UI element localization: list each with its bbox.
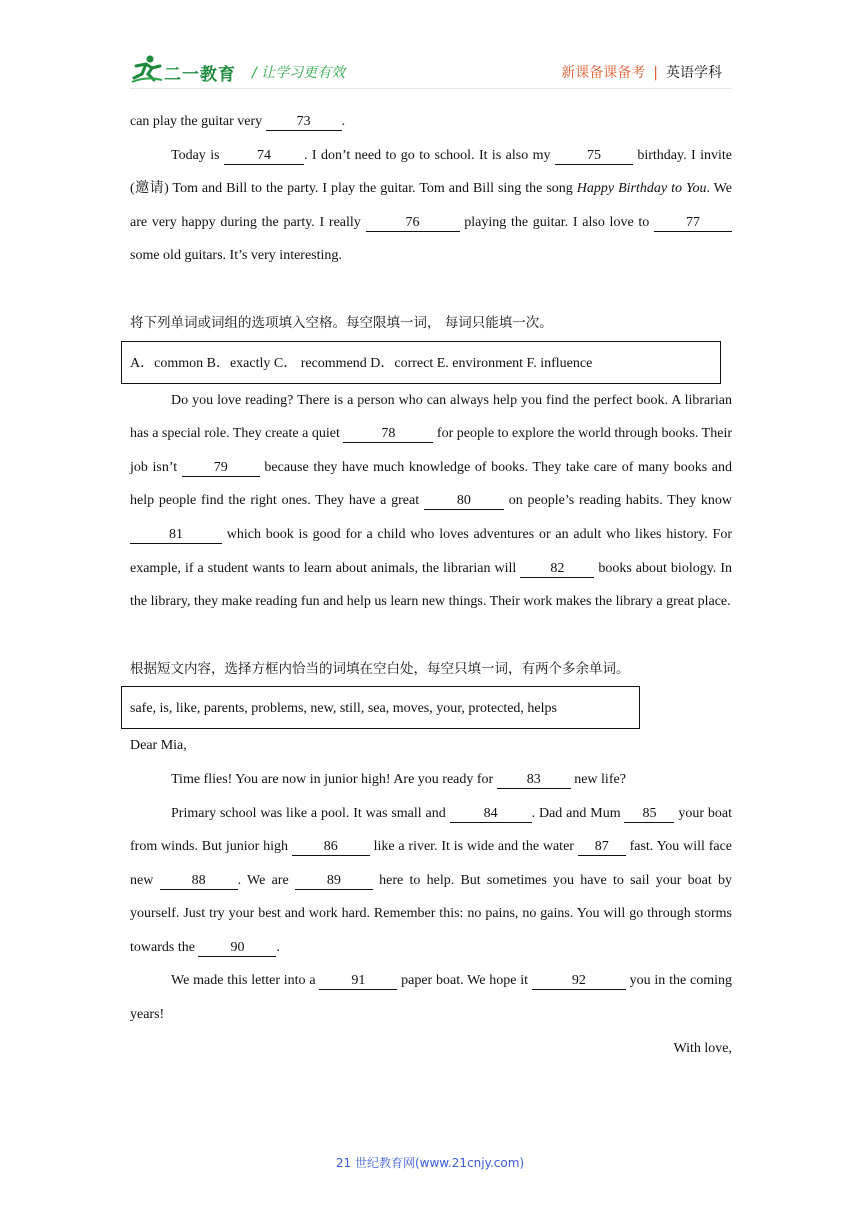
blank-90: 90 [198, 940, 276, 957]
slogan: / 让学习更有效 [252, 65, 346, 81]
word-options-box: A．common B．exactly C． recommend D．correct E. environment F. influence [121, 341, 721, 384]
instruction: 根据短文内容，选择方框内恰当的词填在空白处，每空只填一词，有两个多余单词。 [130, 660, 630, 677]
blank-88: 88 [160, 873, 238, 890]
blank-80: 80 [424, 493, 504, 510]
blank-81: 81 [130, 527, 222, 544]
blank-73: 73 [266, 114, 342, 131]
blank-82: 82 [520, 561, 594, 578]
header-tags [561, 62, 722, 82]
page-header [130, 50, 732, 90]
blank-79: 79 [182, 460, 260, 477]
footer-link[interactable]: 21 世纪教育网(www.21cnjy.com) [335, 1156, 525, 1170]
paragraph: Time flies! You are now in junior high! Are you ready for 83 new life? [171, 771, 626, 787]
runner-logo-icon [130, 54, 164, 84]
course-tag: 新课备课备考 [561, 65, 646, 81]
blank-74: 74 [224, 148, 304, 165]
blank-89: 89 [295, 873, 373, 890]
song-title: Happy Birthday to You [576, 181, 707, 197]
blank-91: 91 [319, 973, 397, 990]
blank-92: 92 [532, 973, 626, 990]
text-line: can play the guitar very 73 . [130, 114, 346, 129]
closing: With love, [673, 1040, 732, 1056]
blank-77: 77 [654, 215, 732, 232]
subject-tag: 英语学科 [666, 65, 722, 81]
header-separator: | [653, 65, 658, 81]
paragraph: We made this letter into a 91 paper boat. We hope it 92 you in the coming years! [130, 973, 732, 1023]
greeting: Dear Mia, [130, 738, 187, 754]
header-divider [130, 88, 732, 89]
word-options-box: safe, is, like, parents, problems, new, still, sea, moves, your, protected, helps [121, 686, 640, 729]
blank-75: 75 [555, 148, 633, 165]
paragraph: Primary school was like a pool. It was small and 84 . Dad and Mum 85 your boat from winds. But junior high 86 like a river. It is wide and the water 87 fast. You will face new 88 . We are 89 here to help. But sometimes you have to sail your boat by yourself. Just try your best and work hard. Remember this: no pains, no gains. You will go through storms towards the 90 . [130, 805, 732, 955]
blank-76: 76 [366, 215, 460, 232]
logo-text: 二一教育 [164, 65, 236, 85]
blank-84: 84 [450, 806, 532, 823]
blank-78: 78 [343, 426, 433, 443]
paragraph: Today is 74 . I don’t need to go to school. It is also my 75 birthday. I invite (邀请) Tom and Bill to the party. I play the guitar. Tom and Bill sing the song Happy Birthday to You. We are very happy during the party. I really 76 playing the guitar. I also love to 77 some old guitars. It’s very interesting. [130, 147, 732, 264]
blank-83: 83 [497, 772, 571, 789]
blank-87: 87 [578, 839, 626, 856]
paragraph: Do you love reading? There is a person who can always help you find the perfect book. A librarian has a special role. They create a quiet 78 for people to explore the world through books. Their job isn’t 79 because they have much knowledge of books. They take care of many books and help people find the right ones. They have a great 80 on people’s reading habits. They know 81 which book is good for a child who loves adventures or an adult who likes history. For example, if a student wants to learn about animals, the librarian will 82 books about biology. In the library, they make reading fun and help us learn new things. Their work makes the library a great place. [130, 392, 733, 610]
instruction: 将下列单词或词组的选项填入空格。每空限填一词， 每词只能填一次。 [130, 314, 553, 331]
blank-86: 86 [292, 839, 370, 856]
logo [130, 54, 240, 84]
document-body [130, 105, 732, 1065]
blank-85: 85 [624, 806, 674, 823]
